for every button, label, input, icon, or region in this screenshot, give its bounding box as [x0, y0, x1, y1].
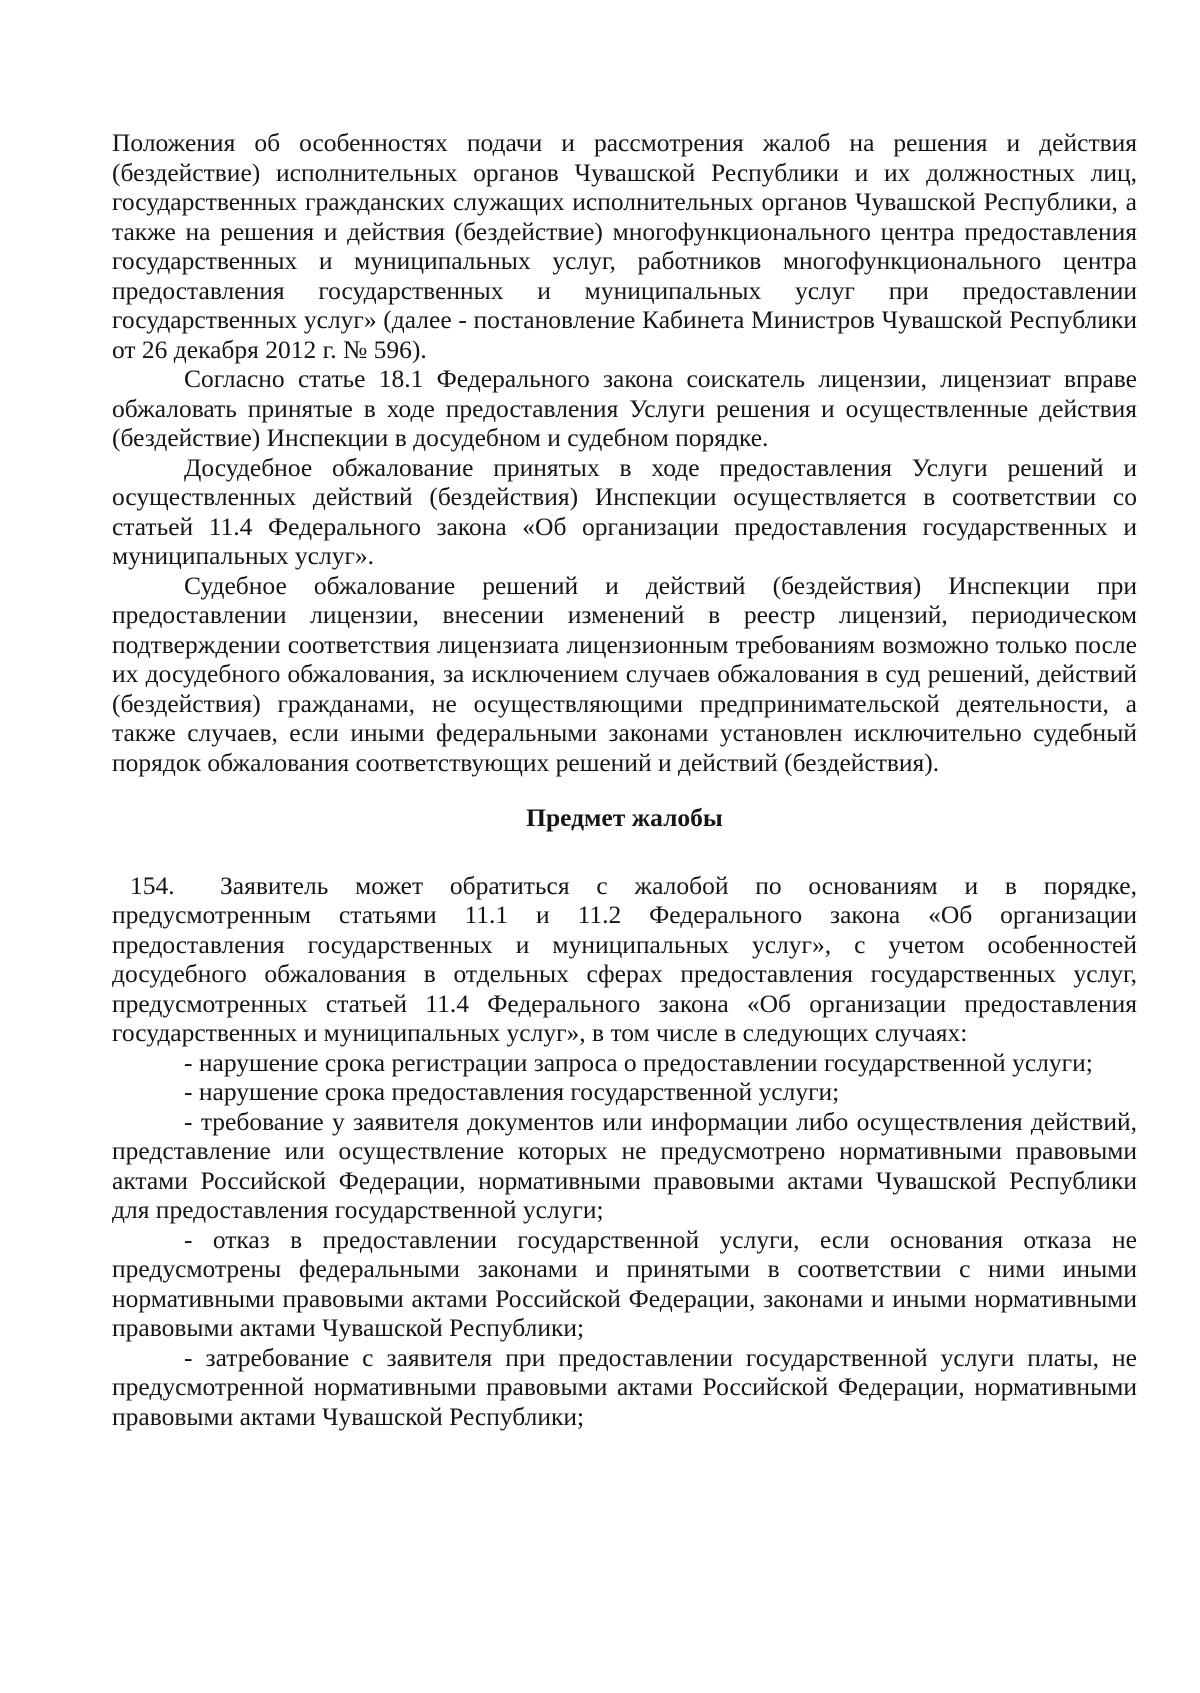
paragraph-pretrial-appeal: Досудебное обжалование принятых в ходе предоставления Услуги решений и осуществленных действий (бездействия) Инспекции осуществляется в соответствии со статьей 11.4 Федерального закона «Об организации предоставления государственных и муниципальных услуг».: [112, 452, 1137, 570]
case-item: - нарушение срока регистрации запроса о предоставлении государственной услуги;: [184, 1047, 1093, 1077]
numbered-item-154: [112, 871, 1137, 1048]
document-page: [112, 128, 1137, 1431]
paragraph-judicial-appeal: Судебное обжалование решений и действий (бездействия) Инспекции при предоставлении лицензии, внесении изменений в реестр лицензий, периодическом подтверждении соответствия лицензиата лицензионным требованиям возможно только после их досудебного обжалования, за исключением случаев обжалования в суд решений, действий (бездействия) гражданами, не осуществляющими предпринимательской деятельности, а также случаев, если иными федеральными законами установлен исключительно судебный порядок обжалования соответствующих решений и действий (бездействия).: [112, 570, 1137, 777]
case-item: - требование у заявителя документов или информации либо осуществления действий, представление или осуществление которых не предусмотрено нормативными правовыми актами Российской Федерации, нормативными правовыми актами Чувашской Республики для предоставления государственной услуги;: [112, 1106, 1137, 1224]
item-text: Заявитель может обратиться с жалобой по основаниям и в порядке, предусмотренным статьями 11.1 и 11.2 Федерального закона «Об организации предоставления государственных и муниципальных услуг», с учетом особенностей досудебного обжалования в отдельных сферах предоставления государственных услуг, предусмотренных статьей 11.4 Федерального закона «Об организации предоставления государственных и муниципальных услуг», в том числе в следующих случаях:: [112, 870, 1137, 1047]
paragraph-regulation-reference: Положения об особенностях подачи и рассмотрения жалоб на решения и действия (бездействие) исполнительных органов Чувашской Республики и их должностных лиц, государственных гражданских служащих исполнительных органов Чувашской Республики, а также на решения и действия (бездействие) многофункционального центра предоставления государственных и муниципальных услуг, работников многофункционального центра предоставления государственных и муниципальных услуг при предоставлении государственных услуг» (далее - постановление Кабинета Министров Чувашской Республики от 26 декабря 2012 г. № 596).: [112, 128, 1137, 364]
case-item: - нарушение срока предоставления государственной услуги;: [184, 1077, 840, 1106]
case-item: - отказ в предоставлении государственной услуги, если основания отказа не предусмотрены федеральными законами и принятыми в соответствии с ними иными нормативными правовыми актами Российской Федерации, законами и иными нормативными правовыми актами Чувашской Республики;: [112, 1224, 1137, 1342]
case-item: - затребование с заявителя при предоставлении государственной услуги платы, не предусмотренной нормативными правовыми актами Российской Федерации, нормативными правовыми актами Чувашской Республики;: [112, 1342, 1137, 1431]
item-number: 154.: [130, 870, 175, 900]
paragraph-appeal-right: Согласно статье 18.1 Федерального закона соискатель лицензии, лицензиат вправе обжаловать принятые в ходе предоставления Услуги решения и осуществленные действия (бездействие) Инспекции в досудебном и судебном порядке.: [112, 364, 1137, 452]
section-heading: Предмет жалобы: [526, 803, 723, 832]
